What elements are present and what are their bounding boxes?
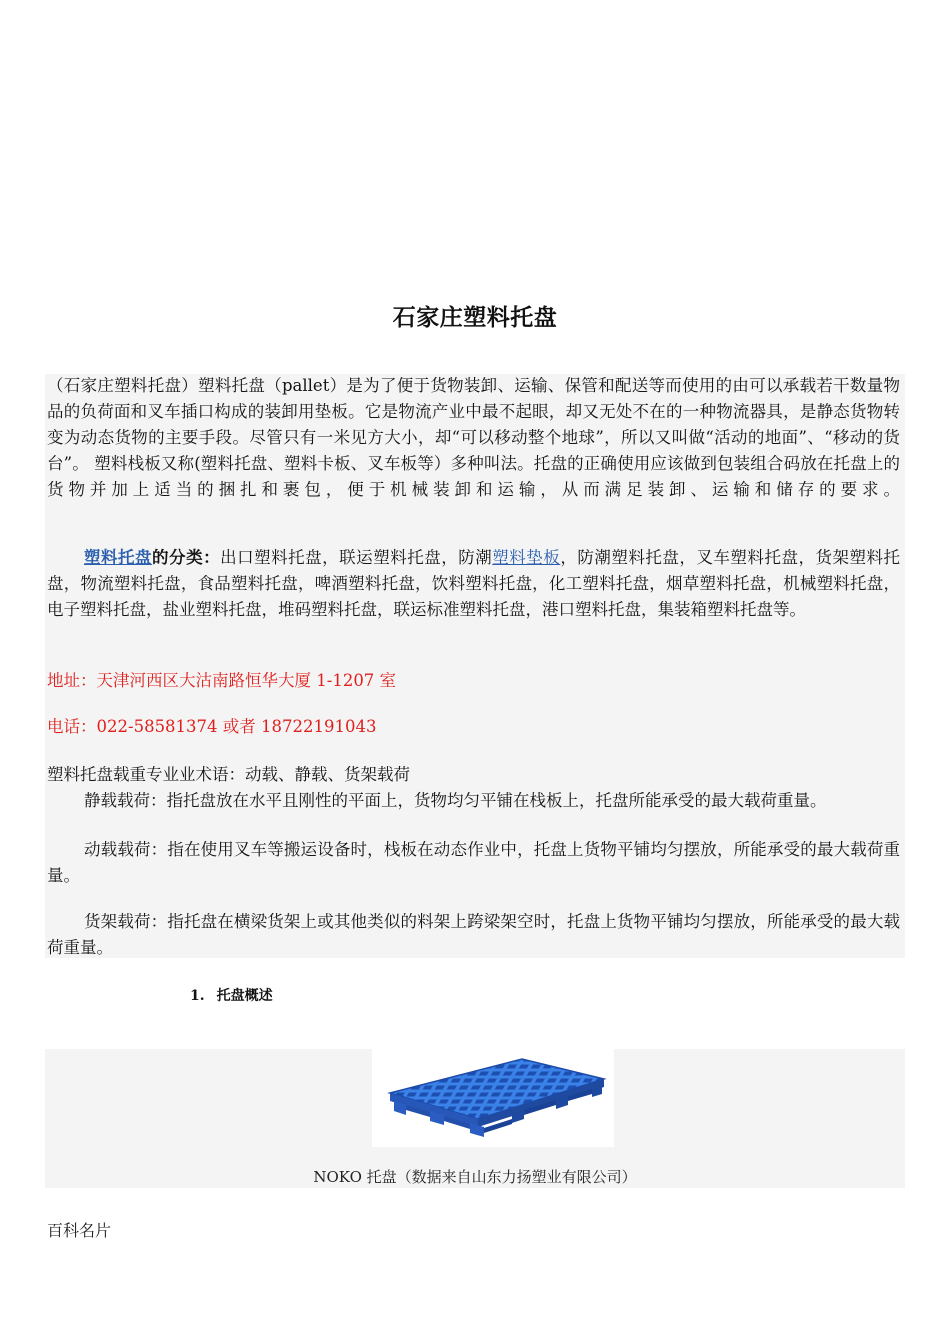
- terms-heading: 塑料托盘载重专业业术语：动载、静载、货架载荷: [47, 765, 410, 784]
- classification-text-2: ，防潮塑料托盘，叉车塑料托盘，货架塑料托盘，物流塑料托盘，食品塑料托盘，啤酒塑料托盘，饮料塑料托盘，化工塑料托盘，烟草塑料托盘，机械塑料托盘，电子塑料托盘，盐业塑料托盘，堆码塑料托盘，联运标准塑料托盘，港口塑料托盘，集装箱塑料托盘等。: [47, 548, 901, 619]
- classification-label: 的分类：: [152, 548, 221, 567]
- address-line: 地址：天津河西区大沽南路恒华大厦 1-1207 室: [47, 671, 397, 690]
- section-number: 1.: [190, 988, 205, 1004]
- rack-load-paragraph: 货架载荷：指托盘在横梁货架上或其他类似的料架上跨梁架空时，托盘上货物平铺均匀摆放，所能承受的最大载荷重量。: [47, 912, 900, 957]
- dynamic-load-paragraph: 动载载荷：指在使用叉车等搬运设备时，栈板在动态作业中，托盘上货物平铺均匀摆放，所能承受的最大载荷重量。: [47, 840, 900, 885]
- phone-line: 电话：022-58581374 或者 18722191043: [47, 717, 377, 736]
- baike-card-label: 百科名片: [47, 1221, 112, 1240]
- plastic-mat-link[interactable]: 塑料垫板: [492, 548, 561, 567]
- plastic-pallet-link[interactable]: 塑料托盘: [84, 548, 153, 567]
- section-heading: [190, 985, 273, 1005]
- intro-paragraph: （石家庄塑料托盘）塑料托盘（pallet）是为了便于货物装卸、运输、保管和配送等而使用的由可以承载若干数量物品的负荷面和叉车插口构成的装卸用垫板。它是物流产业中最不起眼，却又无处不在的一种物流器具，是静态货物转变为动态货物的主要手段。尽管只有一米见方大小，却“可以移动整个地球”，所以又叫做“活动的地面”、“移动的货台”。 塑料栈板又称(塑料托盘、塑料卡板、叉车板等）多种叫法。托盘的正确使用应该做到包装组合码放在托盘上的货物并加上适当的捆扎和裹包，便于机械装卸和运输，从而满足装卸、运输和储存的要求。: [47, 376, 900, 499]
- classification-paragraph: [47, 545, 900, 623]
- static-load-paragraph: 静载载荷：指托盘放在水平且刚性的平面上，货物均匀平铺在栈板上，托盘所能承受的最大载荷重量。: [84, 791, 827, 810]
- classification-text-1: 出口塑料托盘，联运塑料托盘，防潮: [220, 548, 493, 567]
- image-caption: NOKO 托盘（数据来自山东力扬塑业有限公司）: [313, 1168, 637, 1186]
- page-title: 石家庄塑料托盘: [392, 305, 558, 331]
- section-title: 托盘概述: [216, 988, 273, 1004]
- blue-plastic-pallet-image: [372, 1049, 614, 1147]
- pallet-image: [372, 1049, 614, 1147]
